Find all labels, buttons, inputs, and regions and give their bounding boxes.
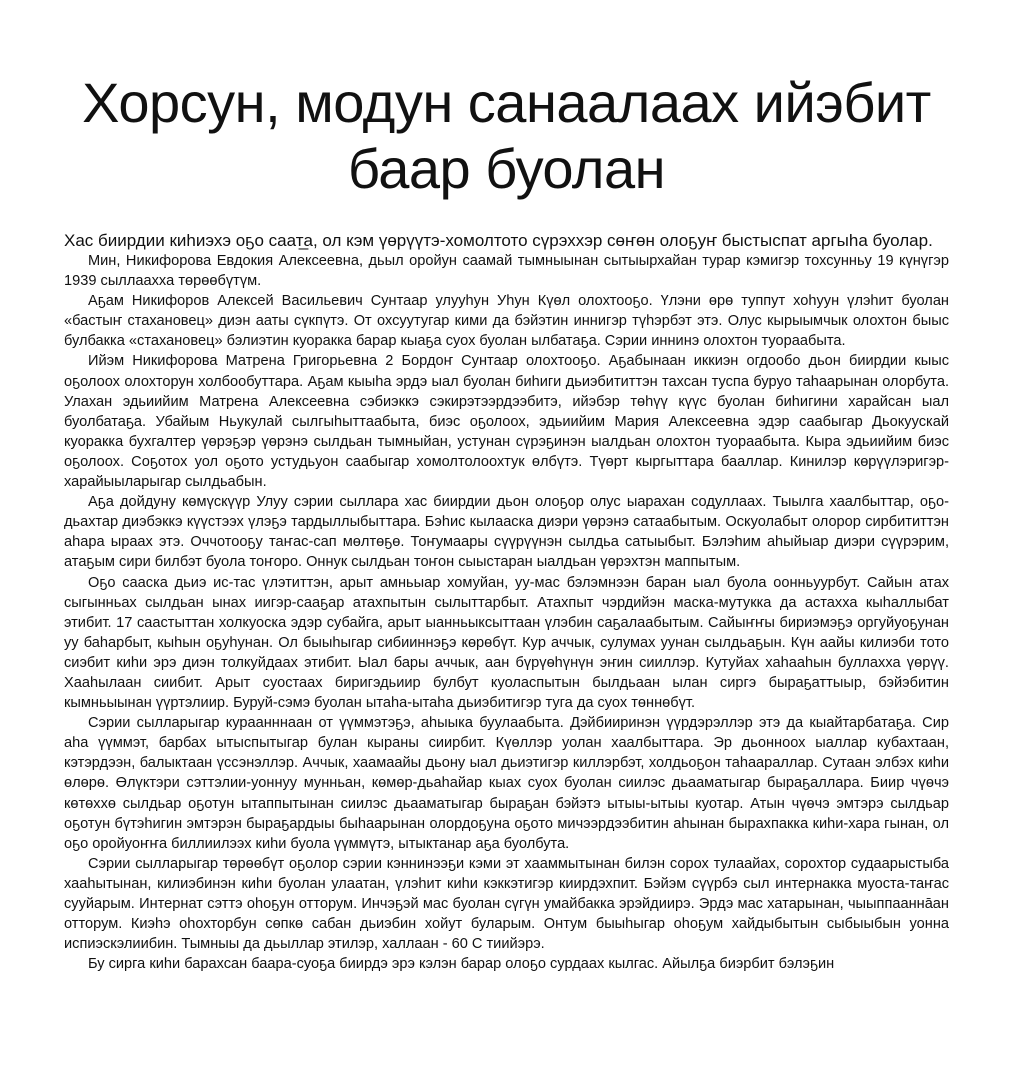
- body-paragraph: Сэрии сылларыгар кураанннаан от үүммэтэҕэ, аһыыка буулаабыта. Дэйбииринэн үүрдэрэллэр этэ да кыайтарбатаҕа. Сир аһа үүммэт, барбах ытыспытыгар булан кыраны сиирбит. Күөллэр уолан хаалбыттара. Эр дьонноох ыаллар кубахтаан, кэтэрдээн, балыктаан үссэнэллэр. Аччык, хаамаайы дьону ыал дьиэтигэр киллэрбэт, холдьоҕон таһаараллар. Сутаан элбэх киһи өлөрө. Өлүктэри сэттэлии-уоннуу мунньан, көмөр-дьаһайар кыах суох буолан сиилэс дьааматыгар быраҕаллара. Биир чүөчэ көтөххө сылдьар оҕотун ытаппытынан сиилэс дьааматыгар быраҕан бэйэтэ ытыы-ытыы куотар. Атын чүөчэ эмтэрэ сылдьар оҕотун бүтэһигин эмтэрэн быраҕардыы быһаарынан олордоҕуна оҕото мичээрдээбитин аһынан бырахпакка киһи-хара гынан, ол оҕо оройуоҥҥа биллиилээх киһи буола үүммүтэ, ытыктанар аҕа буолбута.: [64, 715, 949, 852]
- body-paragraph: Оҕо сааска дьиэ ис-тас үлэтиттэн, арыт амньыар хомуйан, уу-мас бэлэмнээн баран ыал буола оонньуурбут. Сайын атах сыгынньах сылдьан ынах иигэр-сааҕар атахпытын сылыттарбыт. Атахпыт чэрдийэн маска-мутукка да астахха кыһаллыбат этибит. 17 саастыттан холкуоска эдэр субайга, арыт ыанньыксыттаан үлэбин саҕалаабытым. Сайыҥҥы бириэмэҕэ оргуйуоҕунан уу баһарбыт, кыһын оҕуһунан. Ол быыһыгар сибииннэҕэ көрөбүт. Кур аччык, сулумах уунан сылдьаҕын. Күн аайы килиэби тото сиэбит киһи эрэ диэн толкуйдаах этибит. Ыал бары аччык, аан бүрүөһүнүн эҥин сииллэр. Кутуйах хаһааһын буллахха үөрүү. Хааһылаан сиибит. Арыт суостаах биригэдьиир булбут куоласпытын былдьаан ылан сиргэ быраҕаттыыр, бэйэбитин кымньыынан үүртэлиир. Буруй-сэмэ буолан ытаһа-ытаһа дьиэбитигэр туга да суох төннөбүт.: [64, 574, 949, 712]
- document-page: [64, 70, 949, 974]
- body-paragraph: Аҕам Никифоров Алексей Васильевич Сунтаар улууһун Уһун Күөл олохтооҕо. Үлэни өрө туппут хоһуун үлэһит буолан «бастыҥ стахановец» диэн ааты сүкпүтэ. От охсуутугар кими да бэйэтин иннигэр түһэрбэт этэ. Олус кырыымчык олохтон быыс булбакка «стахановец» бэлиэтин куоракка барар кыаҕа суох буолан ылбатаҕа. Сэрии иннинэ олохтон туораабыта.: [64, 293, 949, 350]
- body-paragraph: Сэрии сылларыгар төрөөбүт оҕолор сэрии кэннинээҕи кэми эт хааммытынан билэн сорох тулаайах, сорохтор судаарыстыба хааһытынан, килиэбинэн киһи буолан улаатан, үлэһит киһи кэккэтигэр киирдэхпит. Бэйэм сүүрбэ сыл интернакка муоста-таҥас сууйарым. Интернат сэттэ оһоҕун отторум. Инчэҕэй мас буолан сүгүн умайбакка эрэйдиирэ. Эрдэ мас хатарынан, чыыппаанна̄ан отторум. Киэһэ оһохторбун сөпкө сабан дьиэбин хойут буларым. Онтум быыһыгар оһоҕум хайдыбытын сыбыыбын уонна испиэскэлиибин. Тымныы да дьыллар этилэр, халлаан - 60 С тиийэрэ.: [64, 855, 949, 953]
- lead-paragraph: Хас биирдии киһиэхэ оҕо саат̲а, ол кэм үөрүүтэ-хомолтото сүрэххэр сөҥөн олоҕуҥ быстыспат аргыһа буолар.: [64, 231, 933, 250]
- document-title: Хорсун, модун санаалаах ийэбит баар буолан: [82, 71, 931, 200]
- body-paragraph: Ийэм Никифорова Матрена Григорьевна 2 Бордоҥ Сунтаар олохтооҕо. Аҕабынаан иккиэн огдообо дьон биирдии кыыс оҕолоох олохторун холбообуттара. Аҕам кыыһа эрдэ ыал буолан биһиги дьиэбититтэн тахсан туспа буруо таһаарынан олорбута. Улахан эдьиийим Матрена Алексеевна сэбиэккэ сэкирэтээрдээбитэ, ийэбэр төһүү күүс буолан биһигини харайсан ыал буолбатаҕа. Убайым Ньукулай сылгыһыттаабыта, биэс оҕолоох, эдьиийим Мария Алексеевна эдэр саабыгар Дьокуускай куоракка бухгалтер үөрэҕэр үөрэнэ сылдьан тымныйан, устунан сүрэҕинэн ыалдьан олохтон туораабыта. Кыра эдьиийим биэс оҕолоох. Соҕотох уол оҕото устудьуон саабыгар хомолтолоохтук өлбүтэ. Түөрт кыргыттара бааллар. Кинилэр көрүүлэригэр-харайыыларыгар сылдьабын.: [64, 353, 949, 491]
- body-paragraph: Аҕа дойдуну көмүскүүр Улуу сэрии сыллара хас биирдии дьон олоҕор олус ыарахан содуллаах. Тыылга хаалбыттар, оҕо-дьахтар диэбэккэ күүстээх үлэҕэ тардыллыбыттара. Бэһис кылааска диэри үөрэнэ сатаабытым. Оскуолабыт олорор сирбититтэн аһара ыраах этэ. Оччотооҕу таҥас-сап мөлтөҕө. Тоҥумаары сүүрүүнэн сылдьа сатыыбыт. Бэлэһим аһыйыар диэри сүүрэрим, атаҕым сири билбэт буола тоҥоро. Оннук сылдьан тоҥон сыыстаран ыалдьан үөрэхтэн маппытым.: [64, 494, 949, 571]
- body-paragraph: Мин, Никифорова Евдокия Алексеевна, дьыл оройун саамай тымныынан сытыырхайан турар кэмигэр тохсунньу 19 күнүгэр 1939 сыллааххa төрөөбүтүм.: [64, 253, 949, 290]
- body-paragraph: Бу сирга киһи барахсан баара-суоҕа биирдэ эрэ кэлэн барар олоҕо сурдаах кылгас. Айылҕа биэрбит бэлэҕин: [88, 956, 835, 973]
